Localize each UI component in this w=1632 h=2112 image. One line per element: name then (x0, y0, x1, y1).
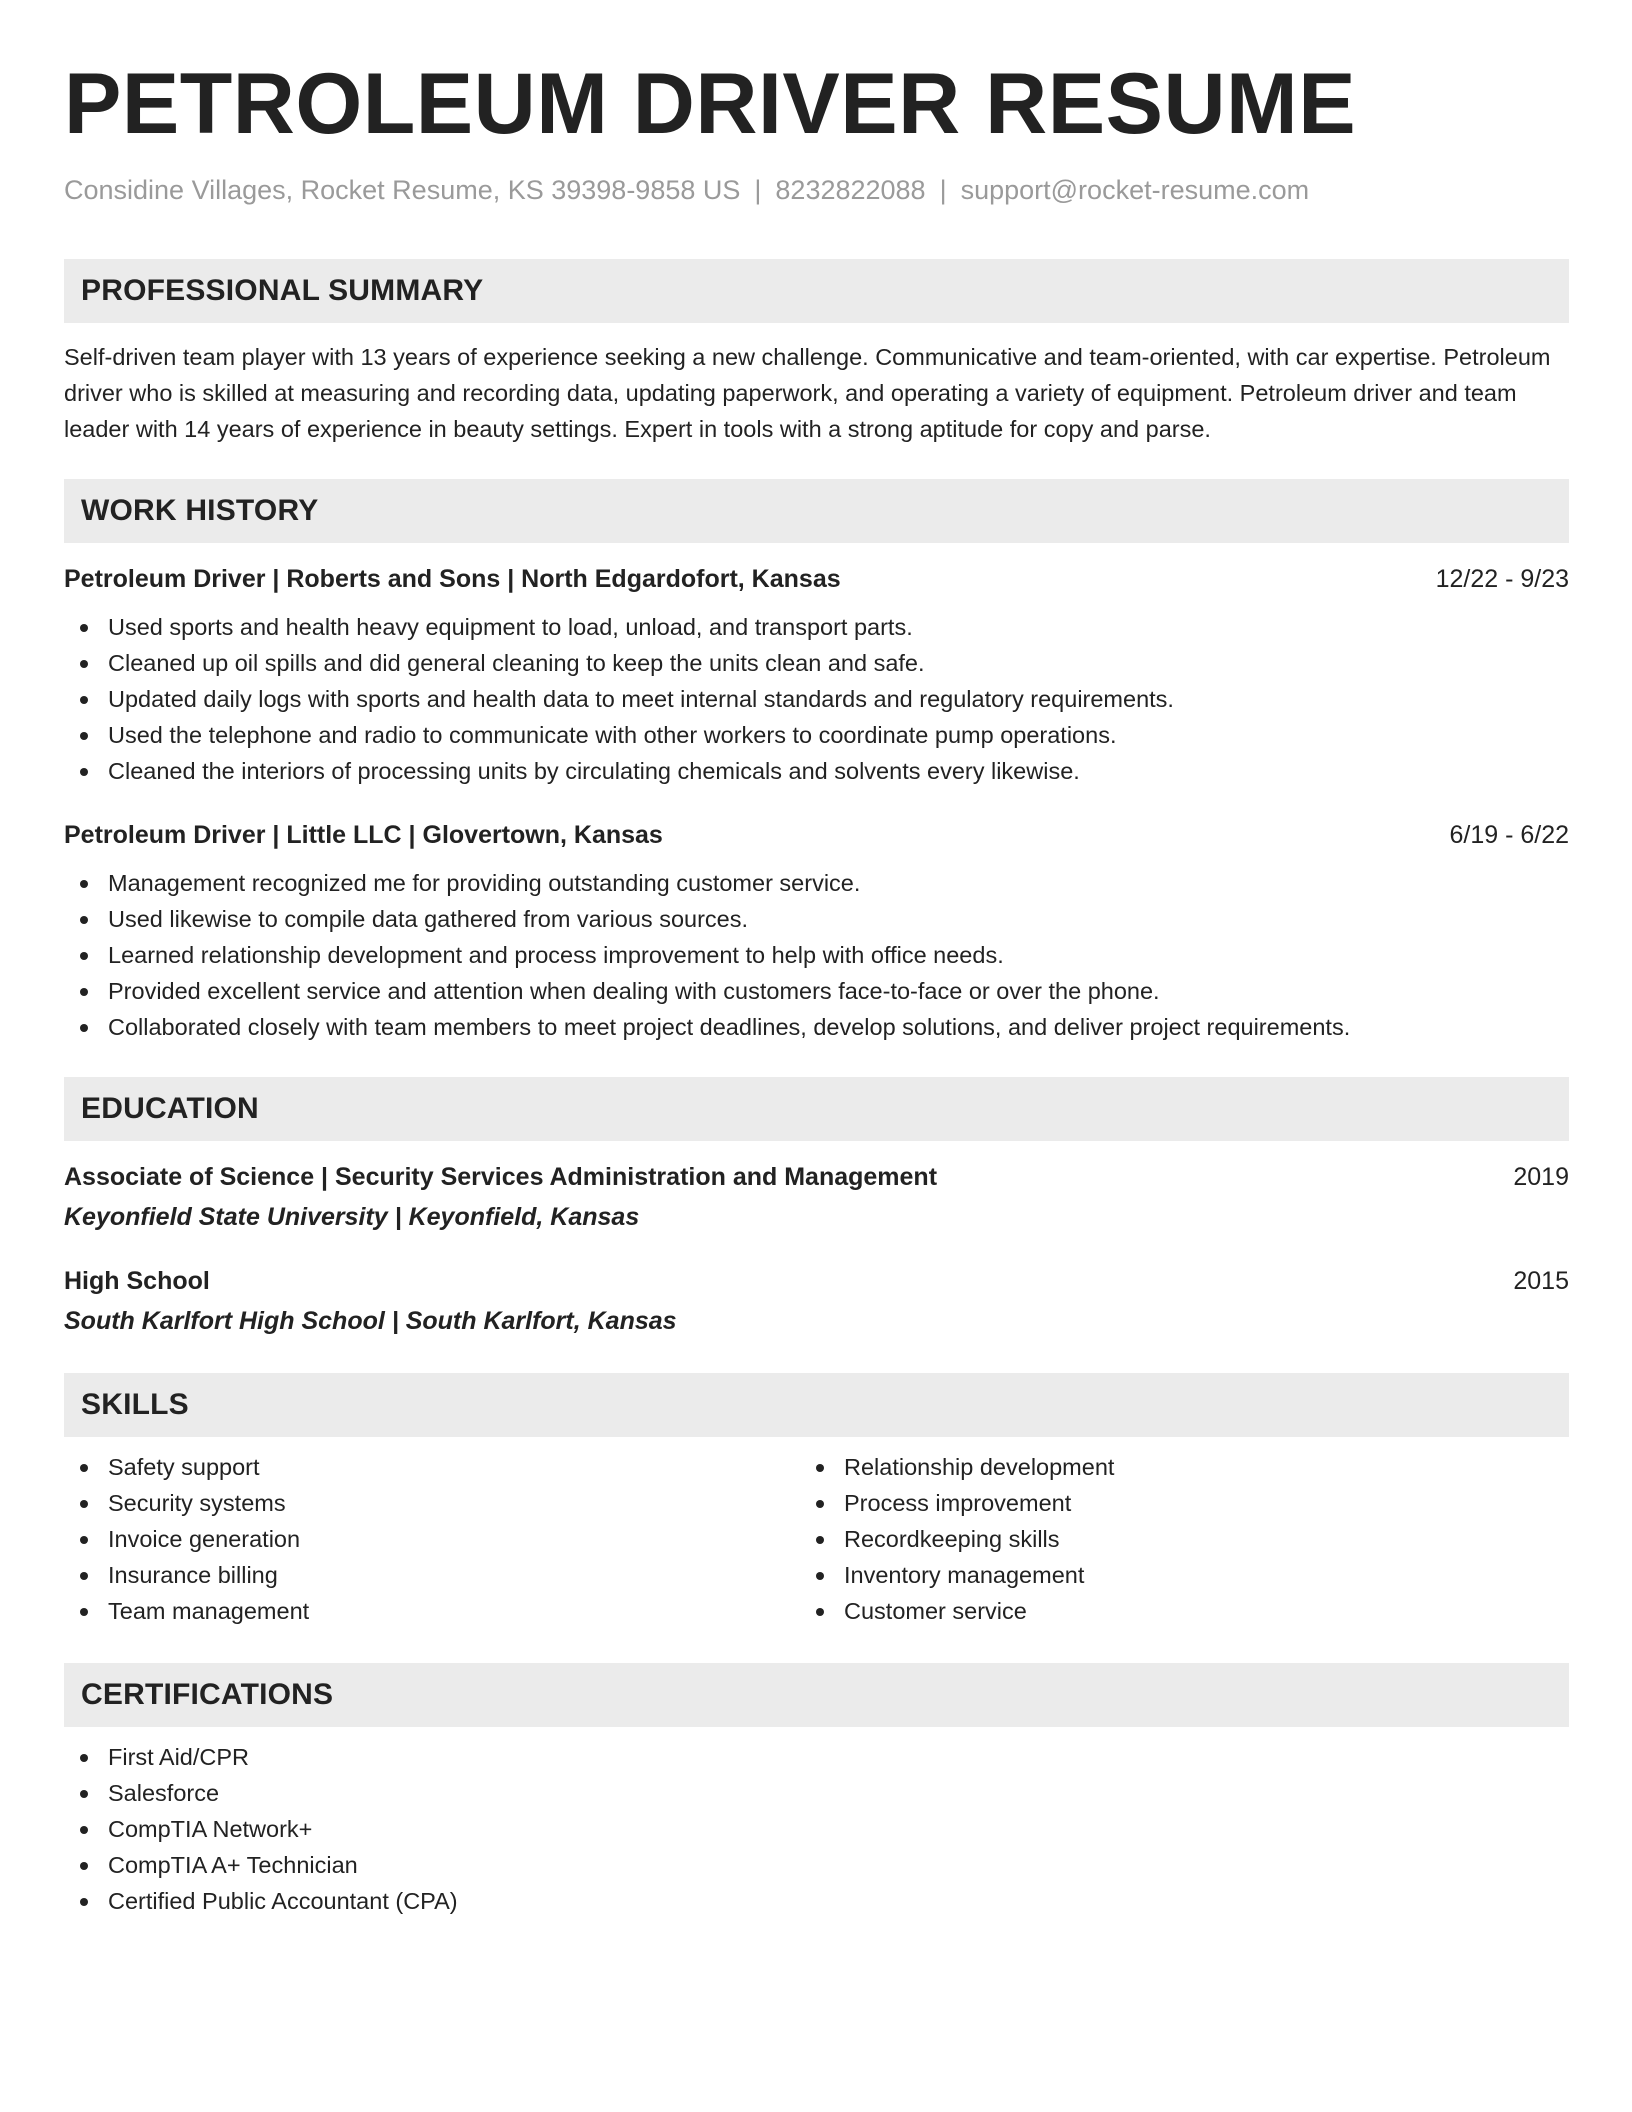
skill-item: Security systems (64, 1485, 800, 1521)
job-bullet: Used the telephone and radio to communicate with other workers to coordinate pump operations. (64, 717, 1569, 753)
skill-item: Customer service (800, 1593, 1536, 1629)
job-title: Petroleum Driver | Roberts and Sons | North Edgardofort, Kansas (64, 565, 841, 593)
certification-item: Salesforce (64, 1775, 1569, 1811)
section-heading-education: EDUCATION (64, 1077, 1569, 1141)
skills-column-left (64, 1449, 800, 1629)
section-heading-certifications: CERTIFICATIONS (64, 1663, 1569, 1727)
contact-separator: | (939, 175, 947, 205)
job-title: Petroleum Driver | Little LLC | Glovertown, Kansas (64, 821, 663, 849)
contact-separator: | (754, 175, 762, 205)
skill-item: Invoice generation (64, 1521, 800, 1557)
skill-item: Recordkeeping skills (800, 1521, 1536, 1557)
job-dates: 12/22 - 9/23 (1435, 565, 1569, 593)
job-header (64, 817, 1569, 853)
resume-title: PETROLEUM DRIVER RESUME (64, 56, 1357, 152)
education-entry (64, 1263, 1569, 1339)
job-bullets (64, 609, 1569, 789)
education-degree: High School (64, 1267, 210, 1295)
skill-item: Relationship development (800, 1449, 1536, 1485)
job-bullet: Provided excellent service and attention when dealing with customers face-to-face or over the phone. (64, 973, 1569, 1009)
skill-item: Safety support (64, 1449, 800, 1485)
education-entry (64, 1159, 1569, 1235)
job-bullet: Used sports and health heavy equipment to load, unload, and transport parts. (64, 609, 1569, 645)
skill-item: Team management (64, 1593, 800, 1629)
education-year: 2019 (1513, 1163, 1569, 1191)
skill-item: Insurance billing (64, 1557, 800, 1593)
certification-item: CompTIA Network+ (64, 1811, 1569, 1847)
job-bullet: Collaborated closely with team members to meet project deadlines, develop solutions, and deliver project requirements. (64, 1009, 1569, 1045)
job-bullet: Used likewise to compile data gathered from various sources. (64, 901, 1569, 937)
contact-line (64, 172, 1569, 208)
education-school: Keyonfield State University | Keyonfield, Kansas (64, 1203, 640, 1231)
job-bullet: Updated daily logs with sports and health data to meet internal standards and regulatory requirements. (64, 681, 1569, 717)
skills-column-right (800, 1449, 1536, 1629)
job-bullet: Cleaned the interiors of processing units by circulating chemicals and solvents every likewise. (64, 753, 1569, 789)
skill-item: Inventory management (800, 1557, 1536, 1593)
education-year: 2015 (1513, 1267, 1569, 1295)
education-header (64, 1263, 1569, 1299)
certification-item: First Aid/CPR (64, 1739, 1569, 1775)
summary-text: Self-driven team player with 13 years of experience seeking a new challenge. Communicative and team-oriented, with car expertise. Petroleum driver who is skilled at measuring and recording data, updating paperwork, and operating a variety of equipment. Petroleum driver and team leader with 14 years of experience in beauty settings. Expert in tools with a strong aptitude for copy and parse. (64, 344, 1551, 442)
education-school: South Karlfort High School | South Karlfort, Kansas (64, 1307, 677, 1335)
contact-email: support@rocket-resume.com (960, 175, 1310, 205)
job-header (64, 561, 1569, 597)
certifications-list (64, 1739, 1569, 1919)
job-bullet: Cleaned up oil spills and did general cleaning to keep the units clean and safe. (64, 645, 1569, 681)
job-bullet: Management recognized me for providing outstanding customer service. (64, 865, 1569, 901)
skill-item: Process improvement (800, 1485, 1536, 1521)
job-entry (64, 817, 1569, 1045)
job-dates: 6/19 - 6/22 (1449, 821, 1569, 849)
certification-item: Certified Public Accountant (CPA) (64, 1883, 1569, 1919)
job-bullets (64, 865, 1569, 1045)
education-header (64, 1159, 1569, 1195)
skills-grid (64, 1449, 1569, 1629)
certification-item: CompTIA A+ Technician (64, 1847, 1569, 1883)
job-entry (64, 561, 1569, 789)
section-heading-work-history: WORK HISTORY (64, 479, 1569, 543)
contact-phone: 8232822088 (775, 175, 926, 205)
section-heading-skills: SKILLS (64, 1373, 1569, 1437)
section-heading-summary: PROFESSIONAL SUMMARY (64, 259, 1569, 323)
contact-address: Considine Villages, Rocket Resume, KS 39398-9858 US (64, 175, 741, 205)
education-degree: Associate of Science | Security Services Administration and Management (64, 1163, 938, 1191)
job-bullet: Learned relationship development and process improvement to help with office needs. (64, 937, 1569, 973)
